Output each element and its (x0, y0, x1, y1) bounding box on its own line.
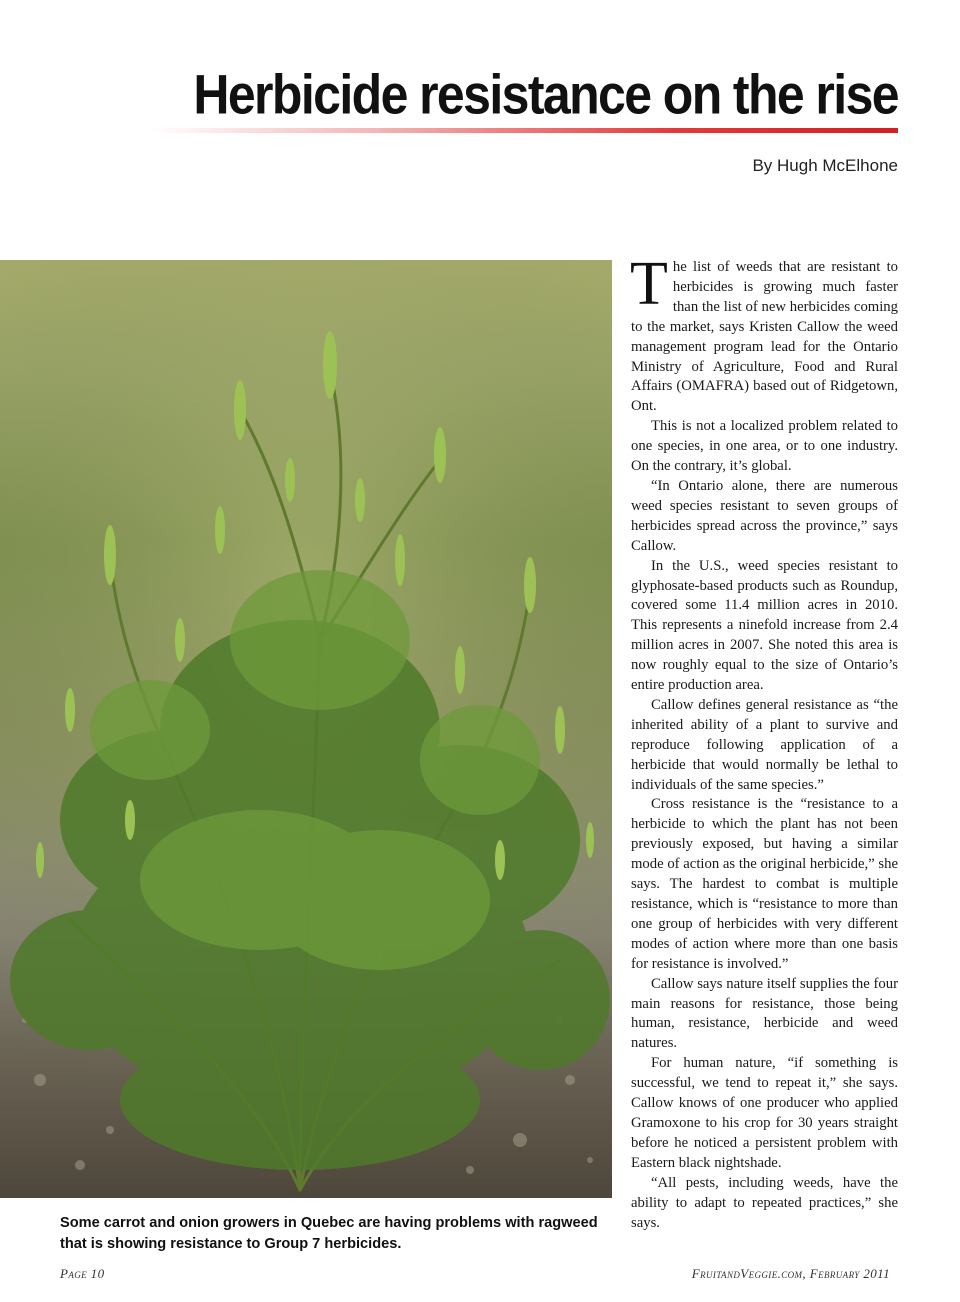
drop-cap: T (630, 250, 668, 318)
ragweed-photo (0, 260, 612, 1198)
article-paragraph: This is not a localized problem related to one species, in one area, or to one industry. On the contrary, it’s global. (631, 418, 898, 475)
page-number: Page 10 (60, 1266, 105, 1281)
article-paragraph: Callow defines general resistance as “the inherited ability of a plant to survive and reproduce following application of a herbicide that would normally be lethal to individuals of the same species.” (631, 696, 898, 793)
article-byline: By Hugh McElhone (752, 156, 898, 175)
article-paragraph: Callow says nature itself supplies the four main reasons for resistance, those being human, resistance, herbicide and weed natures. (631, 975, 898, 1052)
article-paragraph: In the U.S., weed species resistant to glyphosate-based products such as Roundup, covered some 11.4 million acres in 2010. This represents a ninefold increase from 2.4 million acres in 2007. She noted this area is now roughly equal to the size of Ontario’s entire production area. (631, 557, 898, 694)
article-body (630, 250, 898, 1233)
article-paragraph: “All pests, including weeds, have the ability to adapt to repeated practices,” she says. (631, 1174, 898, 1231)
photo-caption: Some carrot and onion growers in Quebec are having problems with ragweed that is showing resistance to Group 7 herbicides. (60, 1215, 598, 1252)
article-headline: Herbicide resistance on the rise (193, 63, 898, 126)
article-paragraph (630, 250, 898, 417)
article-paragraph: Cross resistance is the “resistance to a herbicide to which the plant has not been previously exposed, but having a similar mode of action as the original herbicide,” she says. The hardest to combat is multiple resistance, which is “resistance to more than one group of herbicides with very different modes of action where more than one basis for resistance is involved.” (631, 796, 898, 972)
headline-rule (150, 128, 898, 133)
publication-footer: FruitandVeggie.com, February 2011 (691, 1266, 890, 1281)
article-paragraph: For human nature, “if something is successful, we tend to repeat it,” she says. Callow knows of one producer who applied Gramoxone to his crop for 30 years straight before he noticed a persistent problem with Eastern black nightshade. (631, 1055, 898, 1171)
article-paragraph-text: he list of weeds that are resistant to herbicides is growing much faster than the list of new herbicides coming to the market, says Kristen Callow the weed management program lead for the Ontario Ministry of Agriculture, Food and Rural Affairs (OMAFRA) based out of Ridgetown, Ont. (631, 259, 898, 415)
article-paragraph: “In Ontario alone, there are numerous weed species resistant to seven groups of herbicides spread across the province,” says Callow. (631, 477, 898, 554)
